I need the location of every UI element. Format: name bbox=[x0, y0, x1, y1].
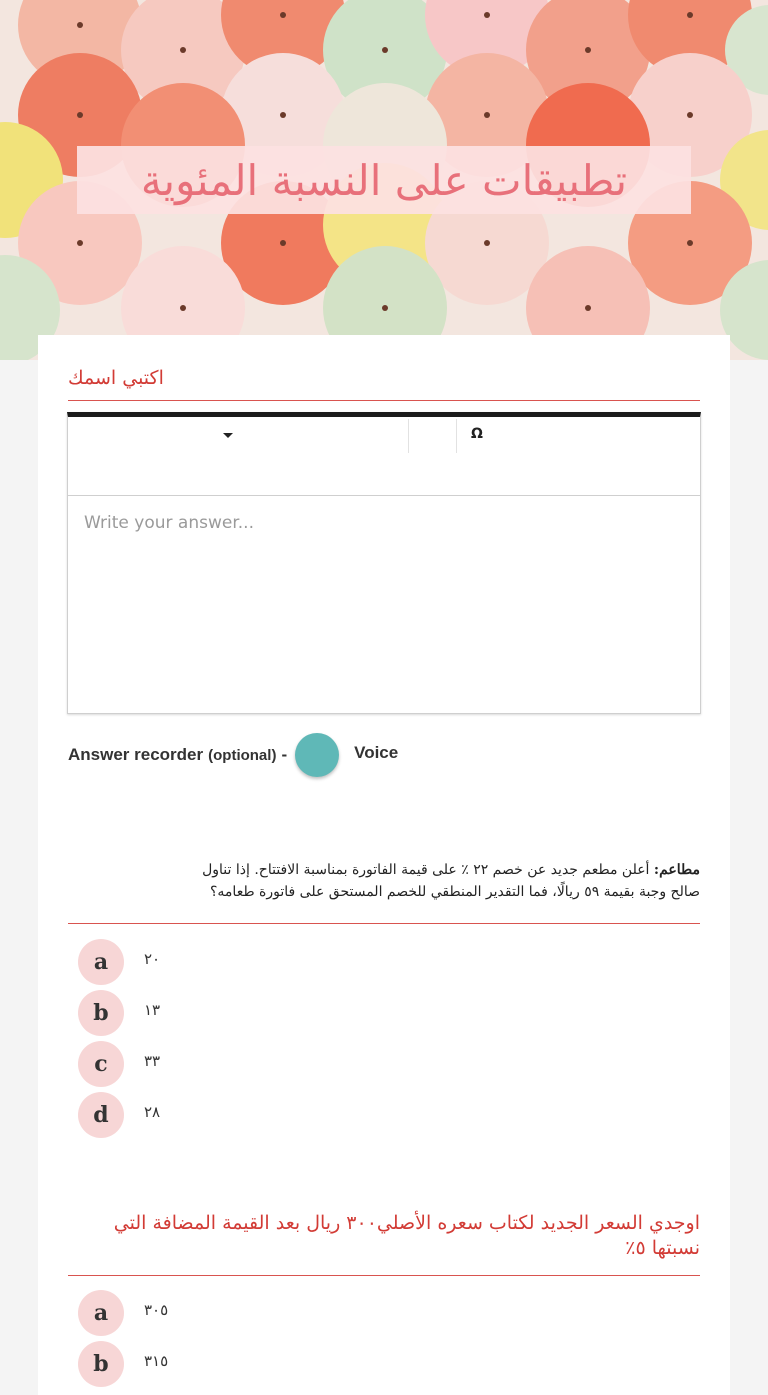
form-card bbox=[38, 335, 730, 1395]
toolbar-divider bbox=[456, 419, 457, 453]
q2-option-a[interactable] bbox=[78, 1290, 168, 1336]
option-text: ٢٨ bbox=[144, 1103, 161, 1121]
answer-textarea[interactable]: Write your answer... bbox=[84, 513, 254, 533]
rich-text-editor bbox=[67, 412, 701, 714]
question-2-line-2: نسبتها ٥٪ bbox=[625, 1237, 700, 1259]
special-characters-button[interactable]: Ω bbox=[471, 426, 483, 442]
editor-toolbar bbox=[68, 417, 700, 496]
recorder-dash: - bbox=[281, 745, 288, 764]
q1-option-c[interactable] bbox=[78, 1041, 160, 1087]
option-badge: d bbox=[78, 1092, 124, 1138]
name-input-placeholder: اكتبي اسمك bbox=[68, 366, 164, 389]
caret-down-icon bbox=[223, 433, 233, 438]
header-banner bbox=[0, 0, 768, 360]
option-text: ٢٠ bbox=[144, 950, 161, 968]
option-text: ٣١٥ bbox=[144, 1352, 169, 1370]
question-2-line-1: اوجدي السعر الجديد لكتاب سعره الأصلي٣٠٠ ريال بعد القيمة المضافة التي bbox=[113, 1212, 700, 1234]
question-2 bbox=[68, 1207, 700, 1276]
title-box bbox=[77, 146, 691, 214]
question-1-line-1: مطاعم: أعلن مطعم جديد عن خصم ٢٢ ٪ على قيمة الفاتورة بمناسبة الافتتاح. إذا تناول bbox=[202, 862, 700, 878]
option-badge: b bbox=[78, 1341, 124, 1387]
option-badge: b bbox=[78, 990, 124, 1036]
q2-option-b[interactable] bbox=[78, 1341, 168, 1387]
option-badge: c bbox=[78, 1041, 124, 1087]
option-badge: a bbox=[78, 1290, 124, 1336]
name-input[interactable] bbox=[68, 355, 700, 401]
option-text: ٣٣ bbox=[144, 1052, 161, 1070]
recorder-optional: (optional) bbox=[208, 746, 277, 764]
recorder-label: Answer recorder bbox=[68, 745, 204, 764]
option-badge: a bbox=[78, 939, 124, 985]
answer-recorder bbox=[68, 733, 398, 777]
q1-option-a[interactable] bbox=[78, 939, 160, 985]
option-text: ١٣ bbox=[144, 1001, 161, 1019]
page-title: تطبيقات على النسبة المئوية bbox=[140, 155, 628, 205]
q1-option-d[interactable] bbox=[78, 1092, 160, 1138]
question-1 bbox=[68, 855, 700, 924]
option-text: ٣٠٥ bbox=[144, 1301, 169, 1319]
voice-label: Voice bbox=[354, 743, 399, 762]
format-dropdown[interactable] bbox=[68, 419, 409, 453]
record-button[interactable] bbox=[295, 733, 339, 777]
q1-option-b[interactable] bbox=[78, 990, 160, 1036]
question-1-line-2: صالح وجبة بقيمة ٥٩ ريالًا، فما التقدير المنطقي للخصم المستحق على فاتورة طعامه؟ bbox=[210, 884, 700, 900]
